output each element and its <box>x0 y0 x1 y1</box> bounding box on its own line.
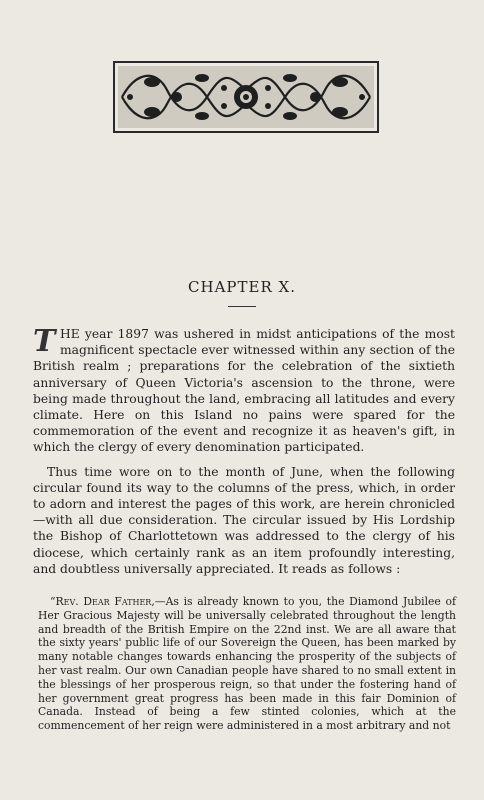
quote-salutation: “Rev. Dear Father,— <box>50 595 166 608</box>
heading-rule <box>228 306 256 307</box>
chapter-heading: CHAPTER X. <box>188 278 296 296</box>
quote-text: As is already known to you, the Diamond Jubilee of Her Gracious Majesty will be universally celebrated throughout the length and breadth of the British Empire on the 22nd inst. We are all aware that the sixty years' public life of our Sovereign the Queen, has been marked by many notable changes towards enhancing the prosperity of the subjects of her vast realm. Our own Canadian people have shared to no small extent in the blessings of her prosperous reign, so that under the fostering hand of her government great progress has been made in this fair Dominion of Canada. Instead of being a few stinted colonies, which at the commencement of her reign were administered in a most arbitrary and not <box>38 595 456 733</box>
header-ornament <box>112 60 380 134</box>
paragraph-2: Thus time wore on to the month of June, when the following circular found its way to the columns of the press, which, in order to adorn and interest the pages of this work, are herein chronicled—with all due consideration. The circular issued by His Lordship the Bishop of Charlottetown was addressed to the clergy of his diocese, which certainly rank as an item profoundly interesting, and doubtless universally appreciated. It reads as follows : <box>33 464 455 576</box>
drop-cap-letter: T <box>33 324 56 359</box>
body-text <box>33 326 455 577</box>
drop-cap <box>33 324 57 359</box>
paragraph-1-text: HE year 1897 was ushered in midst anticipations of the most magnificent spectacle ever witnessed within any section of the British realm ; preparations for the celebration of the sixtieth anniversary of Queen Victoria's ascension to the throne, were being made throughout the land, embracing all latitudes and every climate. Here on this Island no pains were spared for the commemoration of the event and recognize it as heaven's gift, in which the clergy of every denomination participated. <box>33 327 455 455</box>
quoted-circular <box>38 595 456 733</box>
paragraph-1 <box>33 326 455 456</box>
